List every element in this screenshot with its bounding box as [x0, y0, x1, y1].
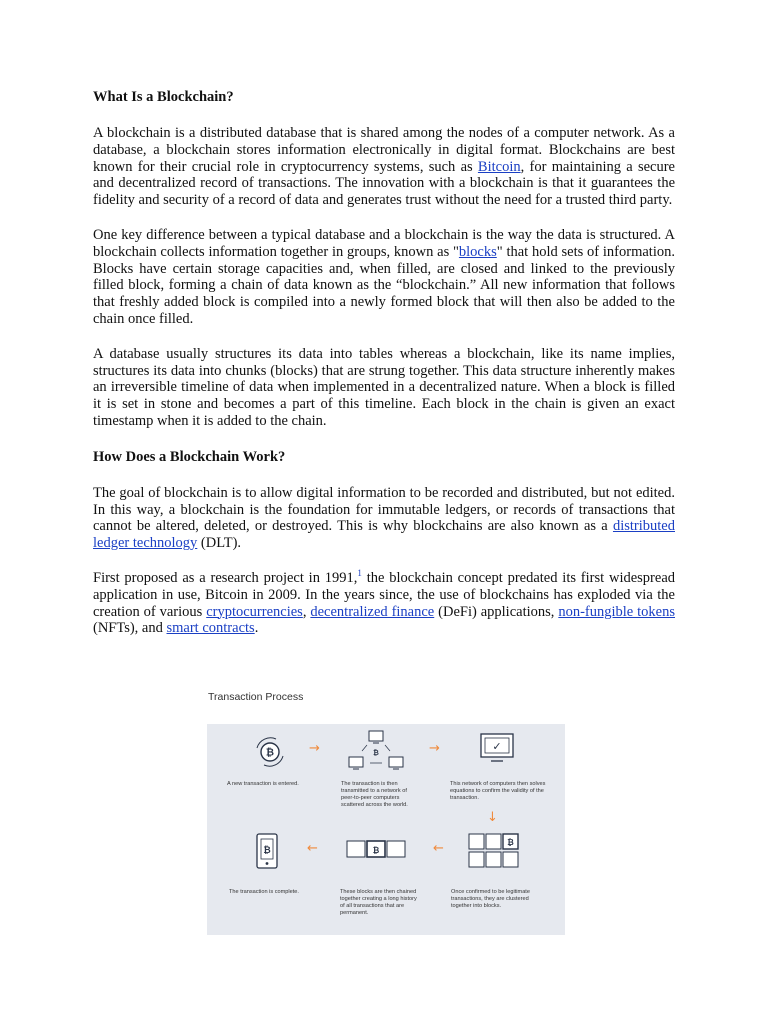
- heading-what-is-blockchain: What Is a Blockchain?: [93, 89, 234, 105]
- arrow-left-2: ←: [433, 841, 444, 856]
- tablet-bitcoin-icon: [253, 832, 281, 872]
- link-bitcoin[interactable]: Bitcoin: [477, 158, 521, 175]
- arrow-left-1: ←: [307, 841, 318, 856]
- bitcoin-cycle-icon: [252, 734, 288, 770]
- caption-step-6: The transaction is complete.: [229, 889, 299, 895]
- svg-text:₿: ₿: [507, 838, 514, 847]
- transaction-process-figure: [207, 689, 565, 935]
- paragraph: A database usually structures its data into tables whereas a blockchain, like its name implies, structures its data into chunks (blocks) that are strung together. This data structure inherently makes an irreversible timeline of data when implemented in a decentralized nature. When a block is filled it is set in stone and becomes a part of this timeline. Each block in the chain is given an exact timestamp when it is added to the chain.: [93, 345, 675, 429]
- figure-title: Transaction Process: [208, 691, 304, 703]
- caption-step-5: These blocks are then chained together creating a long history of all transactions that are permanent.: [340, 889, 417, 916]
- arrow-right-2: →: [429, 741, 440, 756]
- arrow-right-1: →: [309, 741, 320, 756]
- link-decentralized-finance[interactable]: decentralized finance: [310, 603, 435, 620]
- block-grid-icon: [467, 832, 523, 872]
- caption-step-1: A new transaction is entered.: [227, 781, 299, 787]
- paragraph: A blockchain is a distributed database that is shared among the nodes of a computer network. As a database, a blockchain stores information electronically in digital format. Blockchains are best known for their crucial role in cryptocurrency systems, such as Bitcoin, for maintaining a secure and decentralized record of transactions. The innovation with a blockchain is that it guarantees the fidelity and security of a record of data and generates trust without the need for a trusted third party.: [93, 125, 675, 209]
- link-blocks[interactable]: blocks: [458, 243, 497, 260]
- paragraph: The goal of blockchain is to allow digital information to be recorded and distributed, but not edited. In this way, a blockchain is the foundation for immutable ledgers, or records of transactions that cannot be altered, deleted, or destroyed. This is why blockchains are also known as a distributed ledger technology (DLT).: [93, 484, 675, 552]
- svg-text:₿: ₿: [372, 846, 380, 855]
- heading-how-blockchain-works: How Does a Blockchain Work?: [93, 448, 286, 465]
- paragraph: First proposed as a research project in 1991,$^1$ the blockchain concept predated its first widespread application in use, Bitcoin in 2009. In the years since, the use of blockchains has exploded via the creation of various cryptocurrencies, decentralized finance (DeFi) applications, non-fungible tokens (NFTs), and smart contracts.: [93, 567, 676, 637]
- caption-step-2: The transaction is then transmitted to a network of peer-to-peer computers scattered across the world.: [341, 781, 408, 808]
- computer-network-icon: [345, 729, 407, 777]
- footnote-marker[interactable]: 1: [357, 567, 362, 578]
- caption-step-4: Once confirmed to be legitimate transactions, they are clustered together into blocks.: [451, 889, 530, 909]
- svg-text:₿: ₿: [373, 749, 379, 757]
- monitor-check-icon: [475, 731, 519, 771]
- caption-step-3: This network of computers then solves equations to confirm the validity of the transaction.: [450, 781, 546, 801]
- arrow-down: ↓: [487, 810, 498, 825]
- link-cryptocurrencies[interactable]: cryptocurrencies: [206, 603, 303, 620]
- article-body: [93, 88, 675, 655]
- link-smart-contracts[interactable]: smart contracts: [166, 620, 255, 637]
- link-distributed-ledger-technology[interactable]: distributed ledger technology: [93, 518, 675, 552]
- figure-panel: [207, 724, 565, 935]
- link-non-fungible-tokens[interactable]: non-fungible tokens: [558, 603, 675, 620]
- paragraph: One key difference between a typical database and a blockchain is the way the data is structured. A blockchain collects information together in groups, known as "blocks" that hold sets of information. Blocks have certain storage capacities and, when filled, are closed and linked to the previously filled block, forming a chain of data known as the “blockchain.” All new information that follows that freshly added block is compiled into a newly formed block that will then also be added to the chain once filled.: [93, 226, 675, 327]
- check-symbol: ✓: [492, 740, 502, 753]
- chained-blocks-icon: [345, 838, 409, 860]
- svg-text:₿: ₿: [263, 846, 271, 856]
- bitcoin-symbol: ₿: [265, 747, 275, 759]
